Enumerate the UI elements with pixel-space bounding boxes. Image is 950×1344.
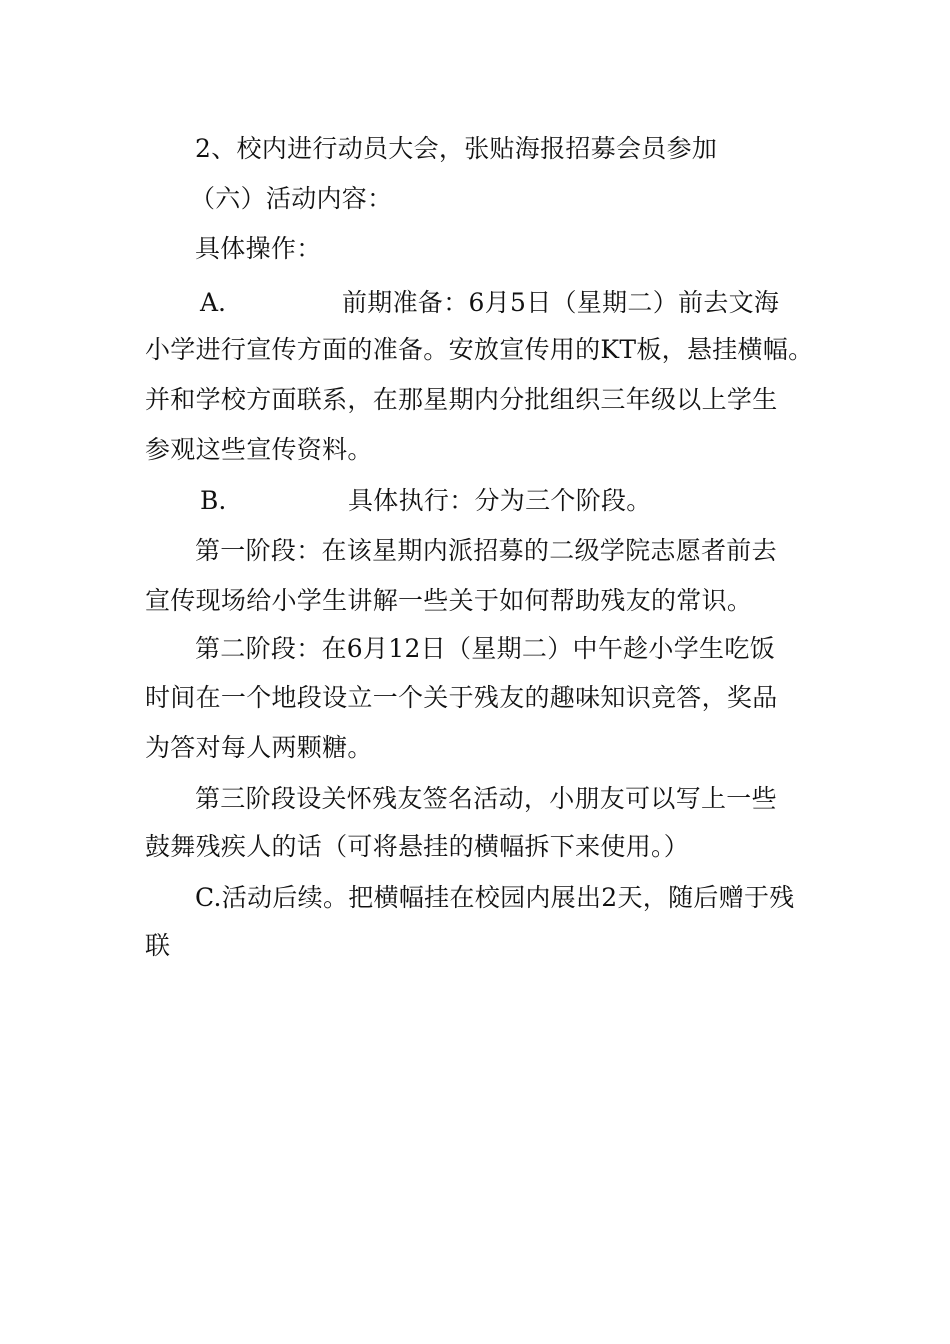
- item-b-text: 具体执行：分为三个阶段。: [348, 486, 652, 515]
- phase-two-line-2: 时间在一个地段设立一个关于残友的趣味知识竞答，奖品: [145, 683, 778, 712]
- item-c-line-1: C.活动后续。把横幅挂在校园内展出2天，随后赠于残: [195, 883, 795, 912]
- item-c-line-2: 联: [145, 931, 171, 960]
- subheading-specific-operations: 具体操作：: [195, 234, 322, 263]
- item-a-text-line-3: 并和学校方面联系，在那星期内分批组织三年级以上学生: [145, 385, 778, 414]
- phase-three-line-1: 第三阶段设关怀残友签名活动，小朋友可以写上一些: [195, 784, 777, 813]
- item-a-text-line-4: 参观这些宣传资料。: [145, 435, 373, 464]
- item-a-text-line-2: 小学进行宣传方面的准备。安放宣传用的KT板，悬挂横幅。: [145, 335, 814, 364]
- paragraph-recruitment: 2、校内进行动员大会，张贴海报招募会员参加: [195, 134, 718, 163]
- phase-three-line-2: 鼓舞残疾人的话（可将悬挂的横幅拆下来使用。）: [145, 832, 690, 861]
- phase-two-line-3: 为答对每人两颗糖。: [145, 733, 373, 762]
- phase-one-line-2: 宣传现场给小学生讲解一些关于如何帮助残友的常识。: [145, 586, 753, 615]
- phase-two-line-1: 第二阶段：在6月12日（星期二）中午趁小学生吃饭: [195, 634, 775, 663]
- item-b-label: B.: [200, 486, 227, 515]
- section-heading-activity-content: （六）活动内容：: [190, 184, 393, 213]
- phase-one-line-1: 第一阶段：在该星期内派招募的二级学院志愿者前去: [195, 536, 777, 565]
- item-a-text-line-1: 前期准备：6月5日（星期二）前去文海: [342, 288, 780, 317]
- item-a-label: A.: [200, 288, 227, 317]
